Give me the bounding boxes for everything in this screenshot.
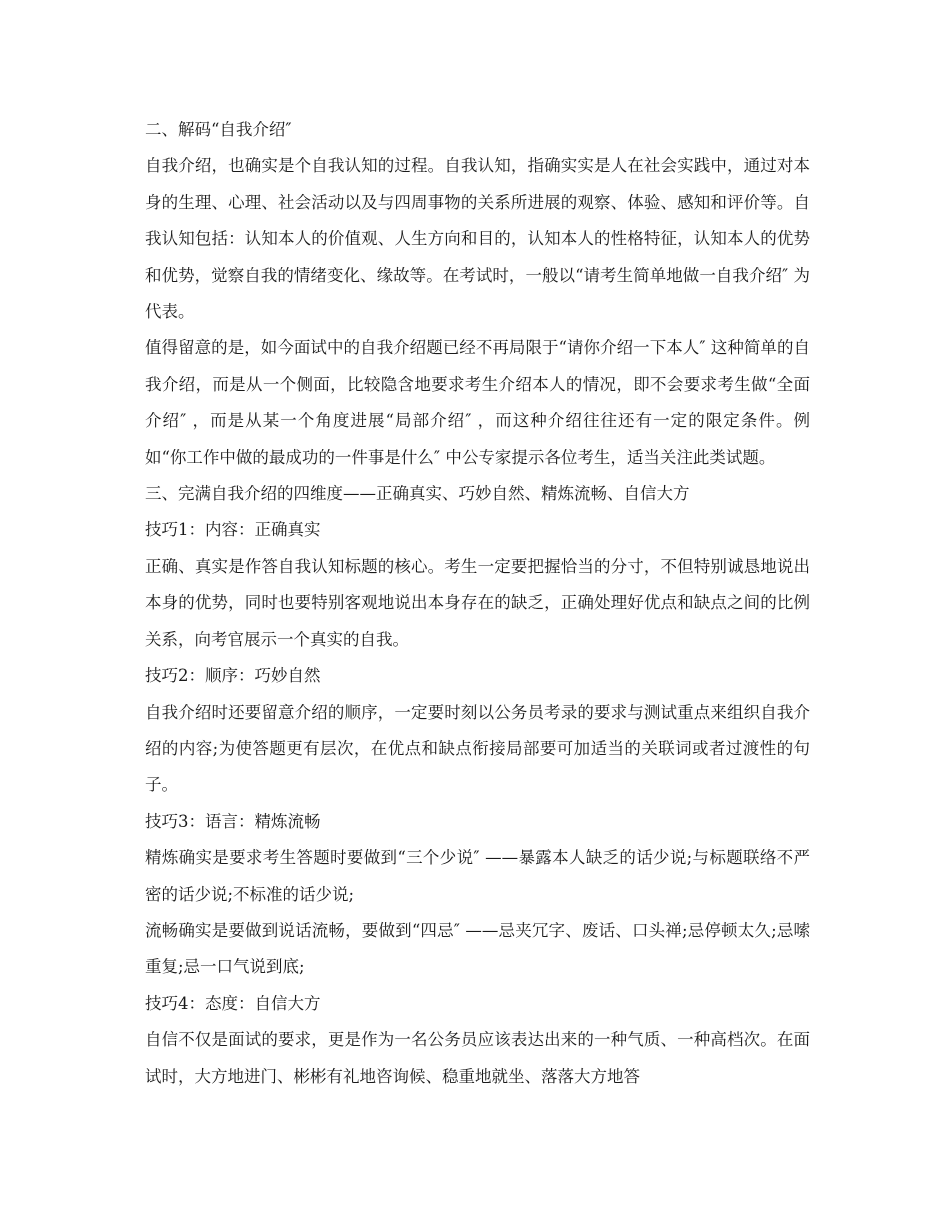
tip-4-heading: 技巧4：态度：自信大方: [145, 993, 321, 1013]
tip-1-body: 正确、真实是作答自我认知标题的核心。考生一定要把握恰当的分寸，不但特别诚恳地说出本身的优势，同时也要特别客观地说出本身存在的缺乏，正确处理好优点和缺点之间的比例关系，向考官展示一个真实的自我。: [145, 556, 810, 649]
tip-4-body: 自信不仅是面试的要求，更是作为一名公务员应该表达出来的一种气质、一种高档次。在面试时，大方地进门、彬彬有礼地咨询候、稳重地就坐、落落大方地答: [145, 1030, 810, 1086]
tip-3-body-fluent: 流畅确实是要做到说话流畅，要做到“四忌″ ——忌夹冗字、废话、口头禅;忌停顿太久;忌嗦重复;忌一口气说到底;: [145, 920, 810, 977]
tip-2-heading: 技巧2：顺序：巧妙自然: [145, 666, 321, 686]
paragraph-self-awareness: 自我介绍，也确实是个自我认知的过程。自我认知，指确实实是人在社会实践中，通过对本身的生理、心理、社会活动以及与四周事物的关系所进展的观察、体验、感知和评价等。自我认知包括：认知本人的价值观、人生方向和目的，认知本人的性格特征，认知本人的优势和优势，觉察自我的情绪变化、缘故等。在考试时，一般以“请考生简单地做一自我介绍″ 为代表。: [145, 156, 810, 322]
document-body: [145, 112, 810, 1095]
section-heading-2: 二、解码“自我介绍″: [145, 120, 292, 139]
tip-3-body-concise: 精炼确实是要求考生答题时要做到“三个少说″ ——暴露本人缺乏的话少说;与标题联络不严密的话少说;不标准的话少说;: [145, 848, 810, 904]
tip-3-heading: 技巧3：语言：精炼流畅: [145, 811, 321, 831]
tip-1-heading: 技巧1：内容：正确真实: [145, 520, 321, 540]
section-heading-3: 三、完满自我介绍的四维度——正确真实、巧妙自然、精炼流畅、自信大方: [145, 484, 690, 504]
tip-2-body: 自我介绍时还要留意介绍的顺序，一定要时刻以公务员考录的要求与测试重点来组织自我介绍的内容;为使答题更有层次，在优点和缺点衔接局部要可加适当的关联词或者过渡性的句子。: [145, 702, 810, 795]
paragraph-interview-notice: 值得留意的是，如今面试中的自我介绍题已经不再局限于“请你介绍一下本人″ 这种简单的自我介绍，而是从一个侧面，比较隐含地要求考生介绍本人的情况，即不会要求考生做“全面介绍″ ，而是从某一个角度进展“局部介绍″ ，而这种介绍往往还有一定的限定条件。例如“你工作中做的最成功的一件事是什么″ 中公专家提示各位考生，适当关注此类试题。: [145, 338, 810, 467]
